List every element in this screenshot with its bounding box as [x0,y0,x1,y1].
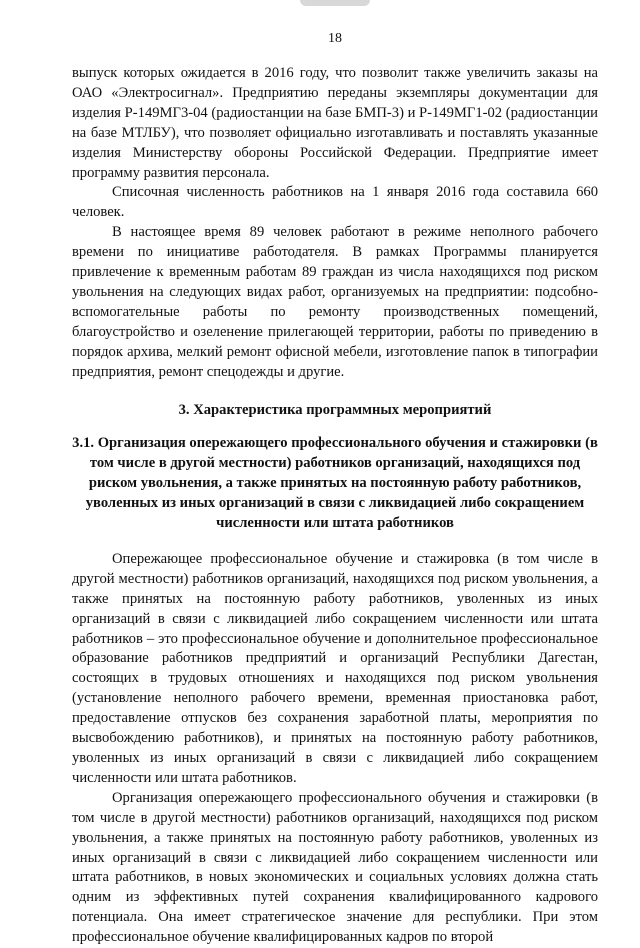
paragraph-organization: Организация опережающего профессионального обучения и стажировки (в том числе в другой местности) работников организаций, находящихся под риском увольнения, а также принятых на постоянную работу работников, уволенных из иных организаций в связи с ликвидацией либо сокращением численности или штата работников, в новых экономических и социальных условиях должна стать одним из эффективных путей сохранения квалифицированного кадрового потенциала. Она имеет стратегическое значение для республики. При этом профессиональное обучение квалифицированных кадров по второй [72,789,598,946]
paragraph-headcount: Списочная численность работников на 1 января 2016 года составила 660 человек. [72,184,598,221]
paragraph-part-time: В настоящее время 89 человек работают в режиме неполного рабочего времени по инициативе работодателя. В рамках Программы планируется привлечение к временным работам 89 граждан из числа находящихся под риском увольнения на следующих видах работ, организуемых на предприятии: подсобно-вспомогательные работы по ремонту производственных помещений, благоустройство и озеленение прилегающей территории, работы по приведению в порядок архива, мелкий ремонт офисной мебели, изготовление папок в типографии предприятия, ремонт спецодежды и другие. [72,224,598,380]
paragraph-continuation: выпуск которых ожидается в 2016 году, что позволит также увеличить заказы на ОАО «Электросигнал». Предприятию переданы экземпляры документации для изделия Р-149МГ3-04 (радиостанции на базе БМП-3) и Р-149МГ1-02 (радиостанции на базе МТЛБУ), что позволяет официально изготавливать и поставлять указанные изделия Министерству обороны Российской Федерации. Предприятие имеет программу развития персонала. [72,65,598,181]
subsection-heading: 3.1. Организация опережающего профессионального обучения и стажировки (в том числе в другой местности) работников организаций, находящихся под риском увольнения, а также принятых на постоянную работу работников, уволенных из иных организаций в связи с ликвидацией либо сокращением численности или штата работников [72,435,598,532]
page-number: 18 [328,31,342,46]
scan-artifact [300,0,370,6]
document-page [72,30,598,948]
paragraph-definition: Опережающее профессиональное обучение и стажировка (в том числе в другой местности) работников организаций, находящихся под риском увольнения, а также принятых на постоянную работу работников, уволенных из иных организаций в связи с ликвидацией либо сокращением численности или штата работников – это профессиональное обучение и дополнительное профессиональное образование работников предприятий и организаций Республики Дагестан, состоящих в трудовых отношениях и находящихся под риском увольнения (установление неполного рабочего времени, временная приостановка работ, предоставление отпусков без сохранения заработной платы, мероприятия по высвобождению работников), и принятых на постоянную работу работников, уволенных из иных организаций в связи с ликвидацией либо сокращением численности или штата работников. [72,550,598,786]
section-heading: 3. Характеристика программных мероприятий [178,401,492,418]
